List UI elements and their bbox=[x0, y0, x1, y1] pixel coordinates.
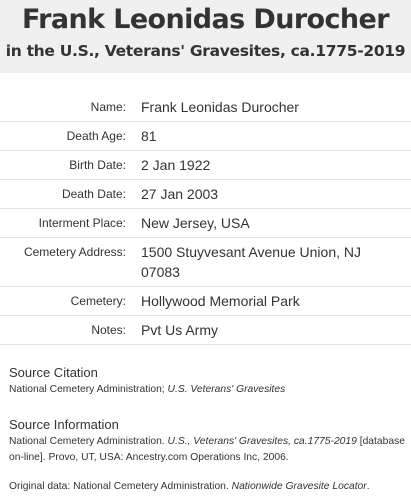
record-label: Interment Place: bbox=[38, 216, 126, 230]
record-value: Pvt Us Army bbox=[141, 322, 219, 338]
record-header bbox=[0, 0, 411, 73]
record-row-name bbox=[0, 93, 411, 122]
record-value: 2 Jan 1922 bbox=[141, 157, 211, 173]
record-details bbox=[0, 93, 411, 345]
record-row-cemetery-address bbox=[0, 238, 411, 287]
record-row-death-age bbox=[0, 122, 411, 151]
source-citation-text bbox=[9, 382, 405, 398]
record-value: Frank Leonidas Durocher bbox=[141, 99, 299, 115]
page-title: Frank Leonidas Durocher bbox=[22, 4, 389, 35]
info-title: U.S., Veterans' Gravesites, ca.1775-2019 bbox=[167, 436, 357, 447]
record-row-death-date bbox=[0, 180, 411, 209]
collection-subtitle: in the U.S., Veterans' Gravesites, ca.1775-2019 bbox=[5, 42, 406, 60]
record-row-cemetery bbox=[0, 287, 411, 316]
original-data-suffix: . bbox=[366, 481, 370, 492]
original-data-prefix: Original data: National Cemetery Administration. bbox=[9, 481, 232, 492]
record-value: Hollywood Memorial Park bbox=[141, 293, 300, 309]
record-value: 1500 Stuyvesant Avenue Union, NJ 07083 bbox=[141, 244, 362, 280]
source-information-heading: Source Information bbox=[9, 417, 119, 432]
original-data-title: Nationwide Gravesite Locator bbox=[231, 481, 367, 492]
record-label: Cemetery: bbox=[70, 294, 126, 308]
record-row-birth-date bbox=[0, 151, 411, 180]
record-label: Birth Date: bbox=[69, 158, 126, 172]
record-value: New Jersey, USA bbox=[141, 215, 250, 231]
citation-title: U.S. Veterans' Gravesites bbox=[167, 384, 286, 395]
record-row-interment-place bbox=[0, 209, 411, 238]
original-data bbox=[9, 479, 409, 495]
record-row-notes bbox=[0, 316, 411, 345]
record-label: Cemetery Address: bbox=[23, 245, 126, 259]
source-information-text bbox=[9, 434, 405, 466]
citation-publisher: National Cemetery Administration; bbox=[9, 384, 168, 395]
source-citation-heading: Source Citation bbox=[9, 365, 98, 380]
record-label: Death Age: bbox=[66, 129, 126, 143]
info-publisher: National Cemetery Administration. bbox=[9, 436, 168, 447]
record-label: Death Date: bbox=[61, 187, 126, 201]
info-rest: [database on-line]. Provo, UT, USA: Ancestry.com Operations Inc, 2006. bbox=[9, 436, 405, 463]
record-value: 81 bbox=[141, 128, 157, 144]
record-label: Notes: bbox=[91, 323, 126, 337]
source-citation bbox=[9, 364, 405, 398]
record-label: Name: bbox=[90, 100, 126, 114]
source-information bbox=[9, 416, 405, 466]
record-value: 27 Jan 2003 bbox=[141, 186, 219, 202]
